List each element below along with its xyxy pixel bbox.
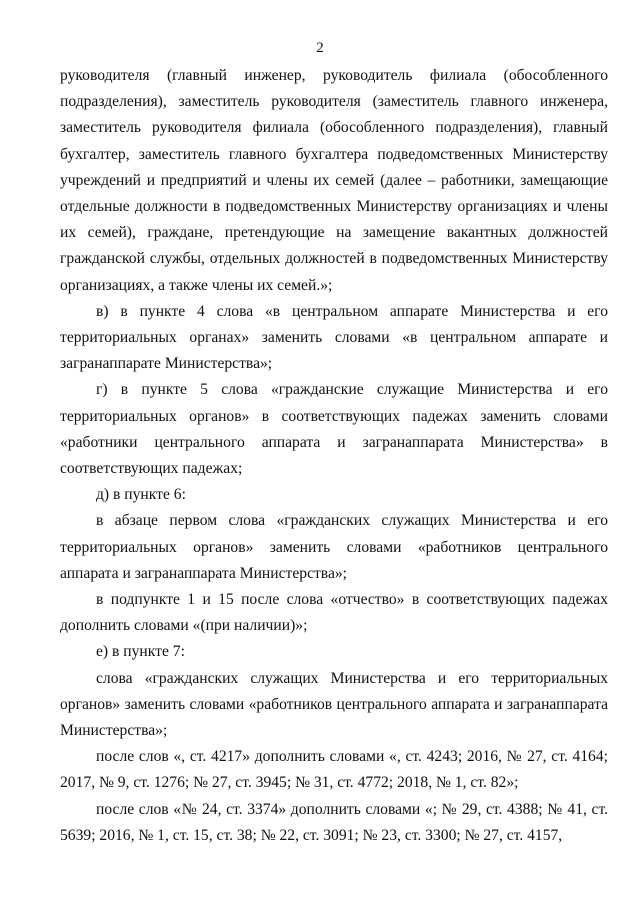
- paragraph-after-3374: после слов «№ 24, ст. 3374» дополнить словами «; № 29, ст. 4388; № 41, ст. 5639; 2016, № 1, ст. 15, ст. 38; № 22, ст. 3091; № 23, ст. 3300; № 27, ст. 4157,: [60, 800, 608, 844]
- paragraph-item-v: в) в пункте 4 слова «в центральном аппарате Министерства и его территориальных органах» заменить словами «в центральном аппарате и загранаппарате Министерства»;: [60, 302, 608, 373]
- paragraph-item-d: д) в пункте 6:: [96, 486, 186, 504]
- paragraph-first-abzats: в абзаце первом слова «гражданских служащих Министерства и его территориальных органов» заменить словами «работников центрального аппарата и загранаппарата Министерства»;: [60, 512, 608, 582]
- paragraph-subitems: в подпункте 1 и 15 после слова «отчество» в соответствующих падежах дополнить словами «(при наличии)»;: [60, 591, 608, 635]
- paragraph-item-g: г) в пункте 5 слова «гражданские служащие Министерства и его территориальных органов» в соответствующих падежах заменить словами «работники центрального аппарата и загранаппарата Министерства» в соответствующих падежах;: [60, 381, 608, 478]
- paragraph-words-replace: слова «гражданских служащих Министерства и его территориальных органов» заменить словами «работников центрального аппарата и загранаппарата Министерства»;: [60, 669, 608, 740]
- paragraph-item-e: е) в пункте 7:: [96, 643, 185, 661]
- document-body: [60, 63, 608, 849]
- page-number: 2: [316, 40, 324, 56]
- paragraph-continuation: руководителя (главный инженер, руководитель филиала (обособленного подразделения), заместитель руководителя (заместитель главного инженера, заместитель руководителя филиала (обособленного подразделения), главный бухгалтер, заместитель главного бухгалтера подведомственных Министерству учреждений и предприятий и члены их семей (далее – работники, замещающие отдельные должности в подведомственных Министерству организациях и члены их семей), граждане, претендующие на замещение вакантных должностей гражданской службы, отдельных должностей в подведомственных Министерству организациях, а также члены их семей.»;: [60, 67, 608, 294]
- paragraph-after-4217: после слов «, ст. 4217» дополнить словами «, ст. 4243; 2016, № 27, ст. 4164; 2017, № 9, ст. 1276; № 27, ст. 3945; № 31, ст. 4772; 2018, № 1, ст. 82»;: [60, 748, 608, 792]
